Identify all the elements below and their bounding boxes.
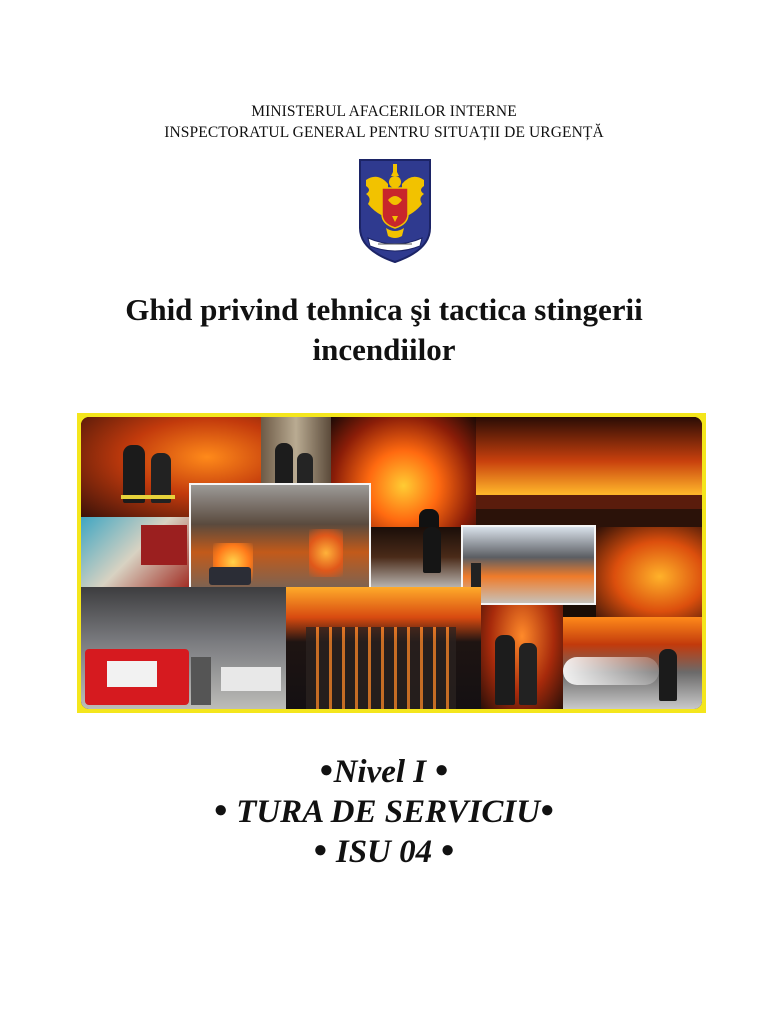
collage-photo-water-jet [563, 617, 702, 709]
bullet: ● [540, 797, 555, 823]
coat-of-arms-icon [358, 158, 432, 264]
collage-photo-smoke-plume [461, 525, 596, 605]
bullet: ● [313, 837, 328, 863]
collage-photo-apartment-fire [286, 587, 481, 709]
ministry-name: MINISTERUL AFACERILOR INTERNE [251, 103, 517, 120]
collage-photo-firefighter-smoke [371, 527, 466, 587]
collage-photo-fire-truck [81, 587, 286, 709]
bullet: ● [434, 757, 449, 783]
code-text: ISU 04 [335, 834, 433, 870]
collage-photo-car-fire [189, 483, 371, 599]
document-title-line-1: Ghid privind tehnica şi tactica stingerii [125, 292, 643, 327]
code-label [0, 830, 768, 872]
level-label [0, 750, 768, 792]
collage-photo-roof-flames [476, 417, 702, 527]
shift-label [0, 790, 768, 832]
bullet: ● [319, 757, 334, 783]
collage-photo-firefighters-hose [481, 605, 563, 709]
bullet: ● [213, 797, 228, 823]
inspectorate-name: INSPECTORATUL GENERAL PENTRU SITUAȚII DE URGENȚĂ [164, 124, 604, 141]
collage-photo-flames-right [596, 527, 702, 617]
level-text: Nivel I [333, 754, 427, 790]
document-title-line-2: incendiilor [312, 332, 456, 367]
collage-photo-interior [81, 517, 191, 587]
bullet: ● [440, 837, 455, 863]
firefighting-photo-collage [77, 413, 706, 713]
shift-text: TURA DE SERVICIU [236, 794, 541, 830]
